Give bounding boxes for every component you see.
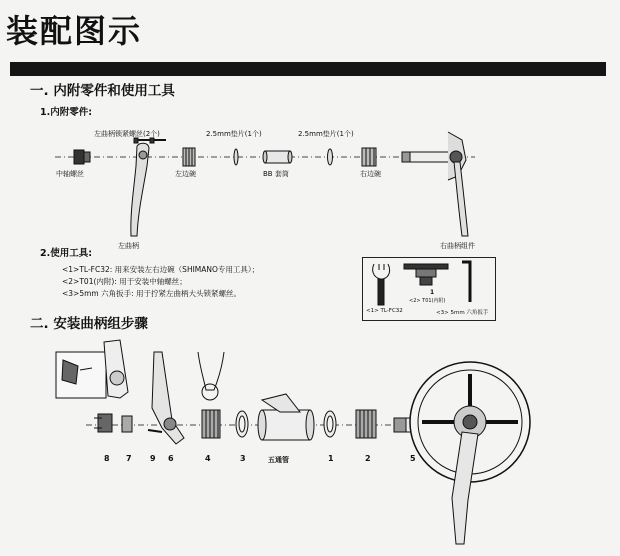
label-right-crank-set: 右曲柄组件: [440, 242, 475, 250]
bolt-9-icon: [148, 430, 162, 432]
step-number-4: 4: [205, 454, 211, 463]
hex-key-icon: [462, 262, 470, 302]
axle-bolt-7-icon: [122, 416, 132, 432]
step-number-1: 1: [328, 454, 334, 463]
step-number-8: 8: [104, 454, 110, 463]
step-number-6: 6: [168, 454, 174, 463]
tool-t01-icon: [404, 264, 448, 285]
bb-sleeve-icon: [263, 151, 292, 163]
tool-line-3: <3>5mm 六角扳手: 用于拧紧左曲柄大头锁紧螺丝。: [62, 289, 242, 298]
label-spacer-a: 2.5mm垫片(1个): [206, 130, 262, 138]
step-number-5: 5: [410, 454, 416, 463]
tool-box-label-3: <3> 5mm 六角扳手: [436, 310, 489, 316]
crank-bolt-8-icon: [94, 414, 112, 432]
left-cup-4-icon: [202, 410, 220, 438]
label-right-cup: 右边碗: [360, 170, 381, 178]
page-title: 装配图示: [6, 12, 143, 50]
label-bb-shell: 五通管: [268, 456, 289, 464]
step-number-7: 7: [126, 454, 132, 463]
tool-line-1: <1>TL-FC32: 用来安装左右边碗（SHIMANO专用工具）；: [62, 265, 260, 274]
left-crank-bolts-icon: [134, 138, 166, 143]
tool-wrench-icon: [198, 352, 224, 400]
tool-box-label-2: <2> T01(内附): [409, 298, 446, 304]
axle-bolt-icon: [74, 150, 90, 164]
step-number-3: 3: [240, 454, 246, 463]
section1-heading: 一. 内附零件和使用工具: [30, 83, 175, 99]
label-axle-bolt: 中轴螺丝: [56, 170, 84, 178]
crank-arm-outline: [104, 340, 128, 398]
right-cup-2-icon: [356, 410, 376, 438]
right-crank-set-icon: [402, 132, 468, 236]
section2-heading: 二. 安装曲柄组步骤: [30, 316, 148, 332]
tool-tl-fc32-icon: [373, 264, 390, 305]
left-crank-6-icon: [152, 352, 184, 444]
bb-shell-icon: [258, 394, 314, 440]
parts-subheading: 1.内附零件:: [40, 107, 93, 118]
step-number-9: 9: [150, 454, 156, 463]
label-bb-sleeve: BB 套筒: [263, 170, 289, 178]
spacer-a-icon: [234, 149, 238, 165]
spacer-3-icon: [236, 411, 248, 437]
tool-line-2: <2>T01(内附): 用于安装中轴螺丝；: [62, 277, 187, 286]
right-cup-icon: [362, 148, 376, 166]
tool-box-num: 1: [430, 289, 435, 296]
label-left-cup: 左边碗: [175, 170, 196, 178]
label-left-crank: 左曲柄: [118, 242, 139, 250]
label-spacer-b: 2.5mm垫片(1个): [298, 130, 354, 138]
label-left-crank-bolts: 左曲柄锁紧螺丝(2个): [94, 130, 160, 138]
spacer-1-icon: [324, 411, 336, 437]
tools-subheading: 2.使用工具:: [40, 248, 93, 259]
left-cup-icon: [183, 148, 195, 166]
tool-box-label-1: <1> TL-FC32: [366, 308, 403, 314]
inset-crank-arm-detail: [56, 352, 106, 398]
spacer-b-icon: [328, 149, 333, 165]
step-number-2: 2: [365, 454, 371, 463]
